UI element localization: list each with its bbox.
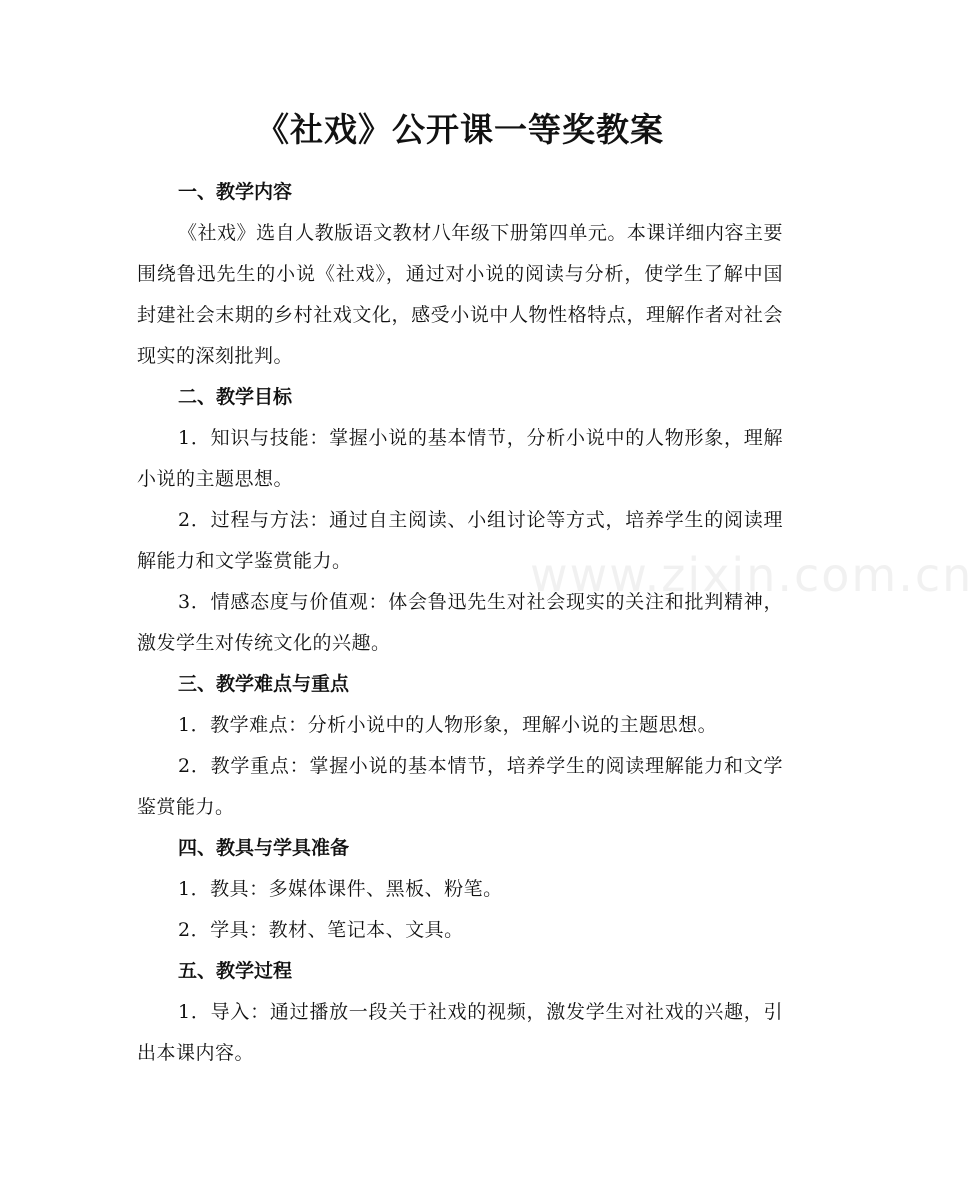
section-heading-process: 五、教学过程: [178, 960, 293, 982]
document-title: 《社戏》公开课一等奖教案: [256, 110, 664, 149]
watermark: www.zixin.com.cn: [530, 548, 973, 602]
paragraph: 3．情感态度与价值观：体会鲁迅先生对社会现实的关注和批判精神，激发学生对传统文化的兴趣。: [137, 591, 783, 654]
section-heading-content: 一、教学内容: [178, 181, 293, 203]
paragraph: 1．教具：多媒体课件、黑板、粉笔。: [178, 878, 503, 900]
section-heading-materials: 四、教具与学具准备: [178, 837, 350, 859]
section-heading-objectives: 二、教学目标: [178, 386, 293, 408]
paragraph: 1．导入：通过播放一段关于社戏的视频，激发学生对社戏的兴趣，引出本课内容。: [137, 1001, 783, 1064]
document-body: [137, 172, 783, 1074]
paragraph: 2．教学重点：掌握小说的基本情节，培养学生的阅读理解能力和文学鉴赏能力。: [137, 755, 783, 818]
paragraph: 1．知识与技能：掌握小说的基本情节，分析小说中的人物形象，理解小说的主题思想。: [137, 427, 783, 490]
paragraph: 2．过程与方法：通过自主阅读、小组讨论等方式，培养学生的阅读理解能力和文学鉴赏能力。: [137, 509, 783, 572]
paragraph: 《社戏》选自人教版语文教材八年级下册第四单元。本课详细内容主要围绕鲁迅先生的小说《社戏》，通过对小说的阅读与分析，使学生了解中国封建社会末期的乡村社戏文化，感受小说中人物性格特点，理解作者对社会现实的深刻批判。: [137, 222, 783, 367]
section-heading-difficulties: 三、教学难点与重点: [178, 673, 350, 695]
paragraph: 1．教学难点：分析小说中的人物形象，理解小说的主题思想。: [178, 714, 718, 736]
paragraph: 2．学具：教材、笔记本、文具。: [178, 919, 464, 941]
